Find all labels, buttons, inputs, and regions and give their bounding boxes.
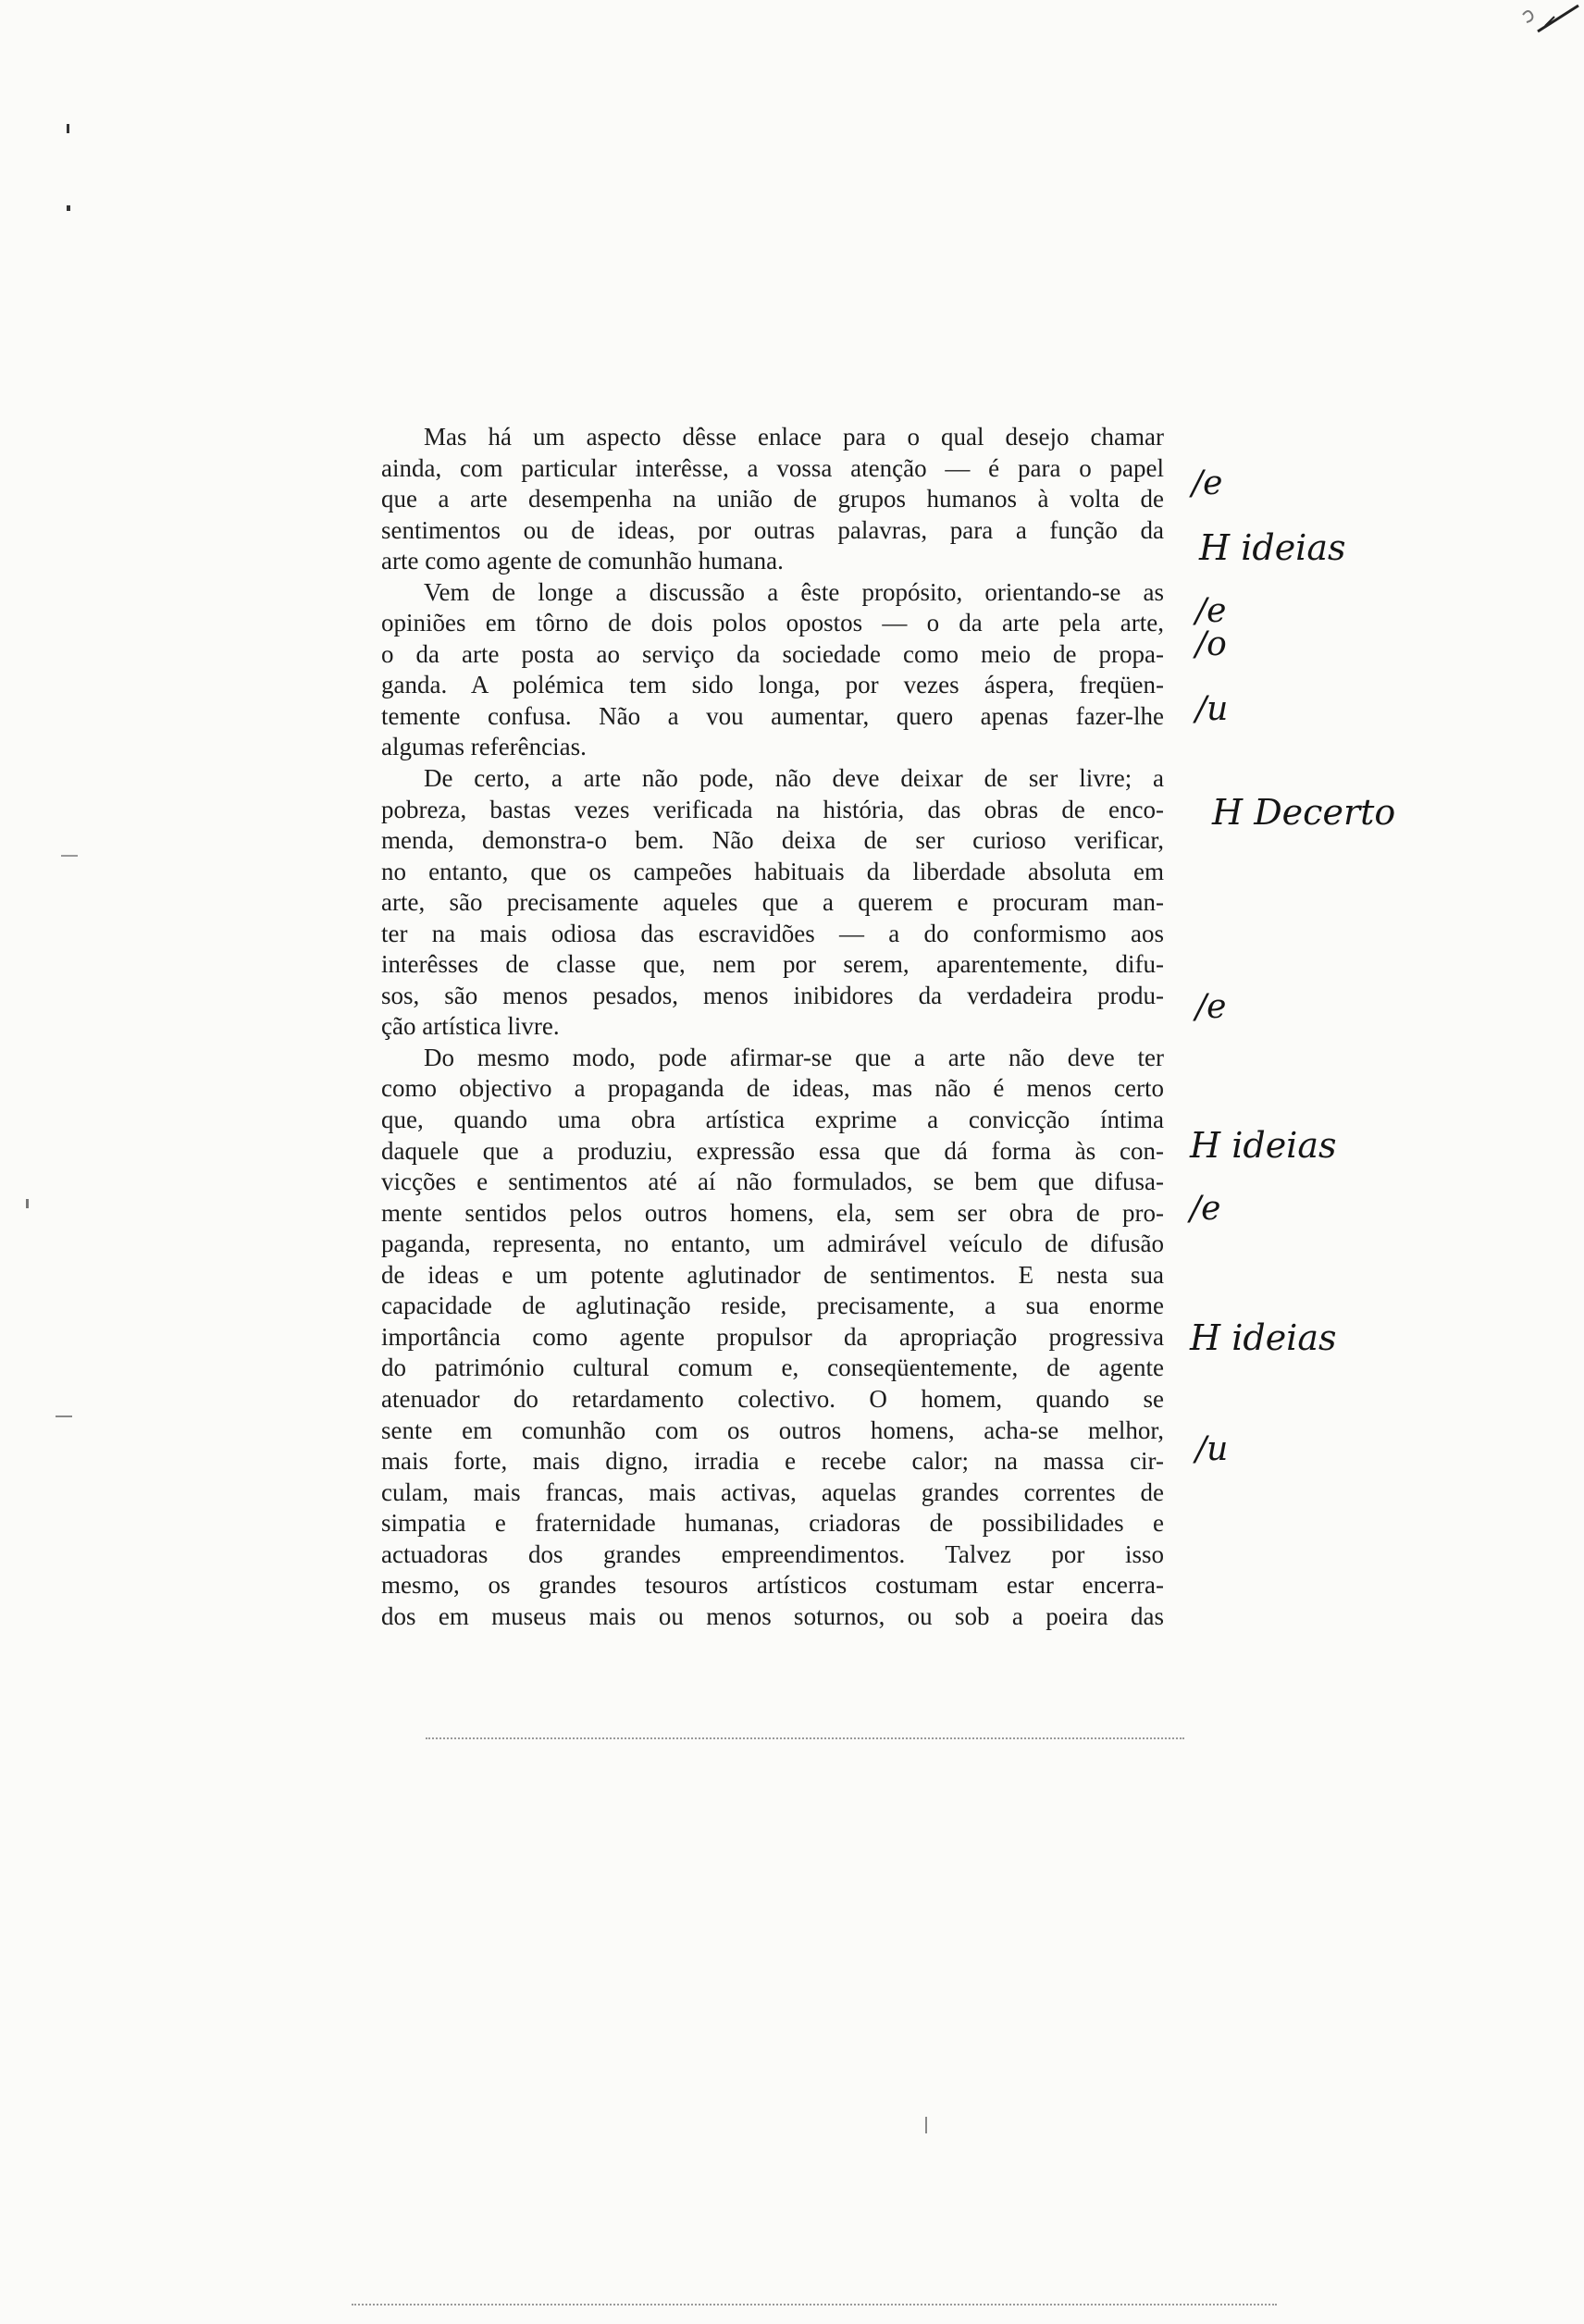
scan-artifact <box>426 1737 1184 1741</box>
text-line: interêsses de classe que, nem por serem, aparentemente, difu- <box>381 950 1164 979</box>
stray-mark <box>67 205 70 211</box>
text-line: Do mesmo modo, pode afirmar-se que a arte não deve ter <box>424 1043 1164 1071</box>
margin-correction: /e <box>1195 592 1227 630</box>
text-line: capacidade de aglutinação reside, precisamente, a sua enorme <box>381 1292 1164 1320</box>
text-line: daquele que a produziu, expressão essa que dá forma às con- <box>381 1136 1164 1165</box>
text-line: Vem de longe a discussão a êste propósito, orientando-se as <box>424 577 1164 606</box>
text-line: importância como agente propulsor da apropriação progressiva <box>381 1322 1164 1351</box>
stray-mark <box>26 1199 29 1208</box>
margin-correction: /u <box>1195 1430 1229 1468</box>
margin-correction: /e <box>1190 1190 1221 1228</box>
text-line: que, quando uma obra artística exprime a convicção íntima <box>381 1106 1164 1134</box>
corner-pencil-mark <box>1517 4 1584 50</box>
text-line: como objectivo a propaganda de ideas, mas não é menos certo <box>381 1074 1164 1103</box>
text-line: ter na mais odiosa das escravidões — a do conformismo aos <box>381 919 1164 947</box>
margin-correction: H ideias <box>1190 1125 1337 1166</box>
text-line: que a arte desempenha na união de grupos humanos à volta de <box>381 485 1164 513</box>
margin-correction: /e <box>1195 988 1227 1026</box>
margin-correction: H Decerto <box>1212 792 1396 833</box>
stray-mark <box>67 124 69 133</box>
text-line: menda, demonstra-o bem. Não deixa de ser curioso verificar, <box>381 826 1164 855</box>
text-line: atenuador do retardamento colectivo. O homem, quando se <box>381 1384 1164 1413</box>
margin-correction: /o <box>1195 625 1227 663</box>
margin-correction: H ideias <box>1199 527 1346 568</box>
margin-correction: /u <box>1195 690 1229 728</box>
text-line: mente sentidos pelos outros homens, ela, sem ser obra de pro- <box>381 1198 1164 1227</box>
stray-mark <box>61 855 78 857</box>
text-line: algumas referências. <box>381 733 587 761</box>
text-line: mais forte, mais digno, irradia e recebe calor; na massa cir- <box>381 1447 1164 1476</box>
text-line: pobreza, bastas vezes verificada na história, das obras de enco- <box>381 795 1164 823</box>
body-text <box>381 422 1164 1632</box>
text-line: de ideas e um potente aglutinador de sentimentos. E nesta sua <box>381 1260 1164 1289</box>
text-line: Mas há um aspecto dêsse enlace para o qual desejo chamar <box>424 423 1164 451</box>
text-line: ganda. A polémica tem sido longa, por vezes áspera, freqüen- <box>381 671 1164 699</box>
text-line: culam, mais francas, mais activas, aquelas grandes correntes de <box>381 1477 1164 1506</box>
stray-mark <box>925 2117 927 2133</box>
text-line: sentimentos ou de ideas, por outras palavras, para a função da <box>381 515 1164 544</box>
text-line: arte como agente de comunhão humana. <box>381 547 784 575</box>
text-line: arte, são precisamente aqueles que a querem e procuram man- <box>381 888 1164 917</box>
text-line: ainda, com particular interêsse, a vossa atenção — é para o papel <box>381 453 1164 482</box>
text-line: dos em museus mais ou menos soturnos, ou sob a poeira das <box>381 1601 1164 1630</box>
scan-artifact <box>352 2304 1277 2307</box>
text-line: temente confusa. Não a vou aumentar, quero apenas fazer-lhe <box>381 701 1164 730</box>
text-line: o da arte posta ao serviço da sociedade como meio de propa- <box>381 639 1164 668</box>
text-line: De certo, a arte não pode, não deve deixar de ser livre; a <box>424 764 1164 793</box>
text-line: actuadoras dos grandes empreendimentos. Talvez por isso <box>381 1539 1164 1568</box>
text-line: opiniões em tôrno de dois polos opostos — o da arte pela arte, <box>381 609 1164 637</box>
text-line: mesmo, os grandes tesouros artísticos costumam estar encerra- <box>381 1571 1164 1600</box>
text-line: sos, são menos pesados, menos inibidores da verdadeira produ- <box>381 981 1164 1009</box>
text-line: paganda, representa, no entanto, um admirável veículo de difusão <box>381 1230 1164 1258</box>
text-line: simpatia e fraternidade humanas, criadoras de possibilidades e <box>381 1509 1164 1538</box>
text-line: sente em comunhão com os outros homens, acha-se melhor, <box>381 1415 1164 1444</box>
text-line: no entanto, que os campeões habituais da liberdade absoluta em <box>381 857 1164 885</box>
text-line: ção artística livre. <box>381 1012 560 1041</box>
margin-correction: H ideias <box>1190 1317 1337 1358</box>
margin-correction: /e <box>1192 464 1223 502</box>
text-line: vicções e sentimentos até aí não formulados, se bem que difusa- <box>381 1168 1164 1196</box>
stray-mark <box>56 1415 72 1417</box>
text-line: do património cultural comum e, conseqüentemente, de agente <box>381 1354 1164 1382</box>
